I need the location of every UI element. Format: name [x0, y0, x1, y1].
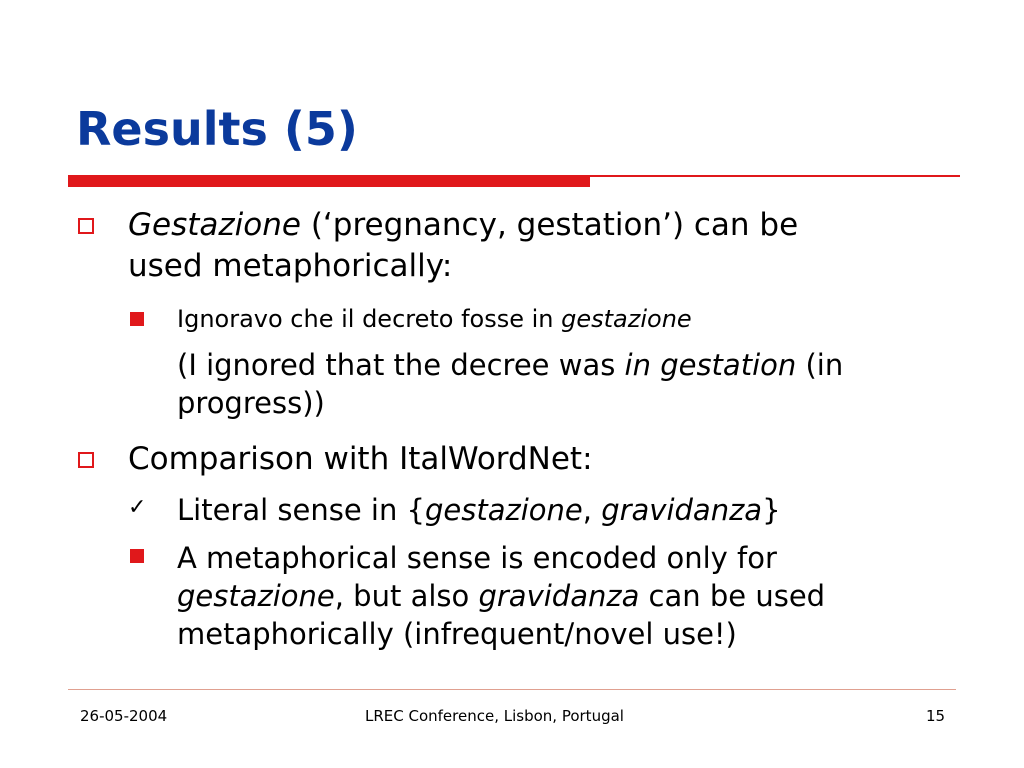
example-gloss: [177, 346, 957, 422]
item-line: [177, 577, 957, 615]
checkmark-icon: ✓: [128, 495, 147, 520]
gloss-italic: in gestation: [624, 348, 797, 382]
literal-sense-item: [177, 491, 957, 529]
gloss-line: [177, 346, 957, 384]
item-italic-1: gestazione: [177, 579, 335, 613]
footer-conference: LREC Conference, Lisbon, Portugal: [365, 707, 624, 725]
bullet-line: [128, 205, 958, 246]
gloss-line: progress)): [177, 386, 325, 420]
literal-close: }: [762, 493, 781, 527]
literal-comma: ,: [582, 493, 602, 527]
bullet-gestazione: [128, 205, 958, 287]
footer-date: 26-05-2004: [80, 707, 168, 725]
filled-square-icon: [130, 549, 144, 563]
item-line: metaphorically (infrequent/novel use!): [177, 617, 737, 651]
literal-text: Literal sense in {: [177, 493, 426, 527]
footer-page-number: 15: [926, 707, 946, 725]
example-italic: gestazione: [561, 305, 692, 333]
example-text: Ignoravo che il decreto fosse in: [177, 305, 562, 333]
footer-divider: [68, 689, 956, 690]
bullet-line: used metaphorically:: [128, 248, 453, 284]
item-mid: , but also: [334, 579, 479, 613]
literal-italic-1: gestazione: [425, 493, 583, 527]
bullet-comparison: Comparison with ItalWordNet:: [128, 441, 593, 477]
filled-square-icon: [130, 312, 144, 326]
hollow-square-icon: [78, 452, 94, 468]
gloss-text-end: (in: [796, 348, 844, 382]
metaphorical-sense-item: [177, 539, 957, 653]
bullet-text: (‘pregnancy, gestation’) can be: [300, 207, 799, 243]
example-sentence: [177, 302, 957, 336]
gloss-text: (I ignored that the decree was: [177, 348, 625, 382]
slide-title: Results (5): [76, 102, 358, 156]
item-end: can be used: [639, 579, 826, 613]
term-gestazione: Gestazione: [128, 207, 301, 243]
literal-italic-2: gravidanza: [601, 493, 763, 527]
item-italic-2: gravidanza: [478, 579, 640, 613]
item-line: A metaphorical sense is encoded only for: [177, 541, 777, 575]
hollow-square-icon: [78, 218, 94, 234]
